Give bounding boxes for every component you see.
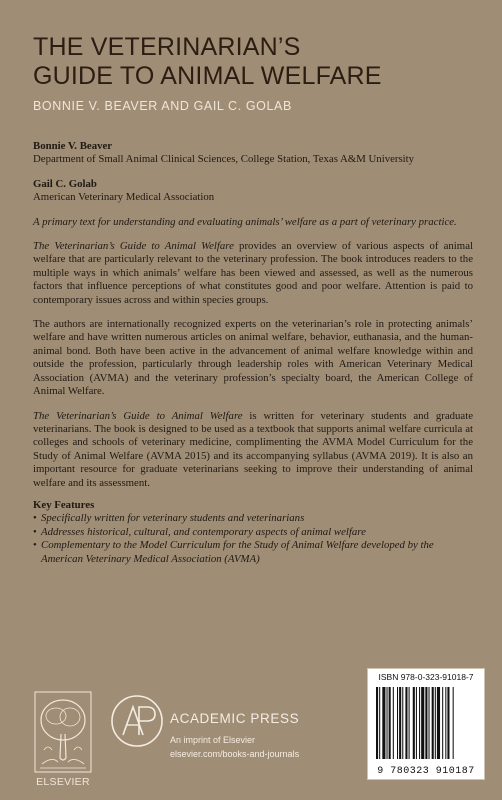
publisher-url: elsevier.com/books-and-journals: [170, 749, 300, 759]
author-affiliation: American Veterinary Medical Association: [33, 191, 215, 204]
author-2: [33, 178, 473, 205]
description-paragraph-2: The authors are internationally recognized experts on the veterinarian’s role in protecting animals’ welfare and have written numerous articles on animal welfare, behavior, euthanasia, and the human-animal bond. Both have been active in the advancement of animal welfare knowledge within and outside the profession, particularly through leadership roles with American Veterinary Medical Association (AVMA) and the veterinary profession’s specialty board, the American College of Animal Welfare.: [33, 318, 473, 398]
bullet-icon: •: [33, 525, 37, 538]
isbn-text: ISBN 978-0-323-91018-7: [378, 672, 474, 682]
elsevier-logo: [34, 690, 92, 786]
title-line-1: THE VETERINARIAN’S: [33, 33, 301, 61]
barcode-bars-icon: [376, 687, 476, 759]
key-feature-item: • Specifically written for veterinary students and veterinarians: [33, 512, 305, 525]
academic-press-logo: [109, 693, 165, 754]
description-paragraph-3: [33, 410, 473, 490]
author-name: Gail C. Golab: [33, 177, 97, 190]
key-features-list: [33, 512, 473, 566]
book-title-inline: The Veterinarian’s Guide to Animal Welfare: [33, 409, 243, 422]
book-title-inline: The Veterinarian’s Guide to Animal Welfare: [33, 240, 234, 253]
publisher-name: ACADEMIC PRESS: [170, 711, 300, 726]
publisher-block: [170, 711, 299, 759]
cover-body-text: [33, 140, 473, 566]
author-affiliation: Department of Small Animal Clinical Sciences, College Station, Texas A&M University: [33, 153, 415, 166]
author-name: Bonnie V. Beaver: [33, 140, 113, 152]
barcode: [367, 668, 485, 780]
paragraph-text: provides an overview of various aspects of animal welfare that are particularly relevant to the veterinary profession. The book introduces readers to the multiple ways in which animals’ welfare has been viewed and assessed, as well as the numerous factors that influence perceptions of what constitutes good and poor welfare. Attention is paid to contemporary issues across and within species groups.: [33, 240, 473, 306]
elsevier-wordmark: ELSEVIER: [36, 776, 90, 788]
key-features-heading: Key Features: [33, 498, 95, 511]
description-paragraph-1: [33, 240, 473, 307]
title-line-2: GUIDE TO ANIMAL WELFARE: [33, 62, 382, 90]
bullet-icon: •: [33, 512, 37, 525]
paragraph-text: is written for veterinary students and graduate veterinarians. The book is designed to be used as a textbook that supports animal welfare curricula at colleges and schools of veterinary medicine, complimenting the AVMA Model Curriculum for the Study of Animal Welfare (AVMA 2015) and its accompanying syllabus (AVMA 2019). It is also an important resource for graduate veterinarians seeking to improve their understanding of animal welfare and its assessment.: [33, 409, 473, 489]
author-1: [33, 140, 473, 167]
authors-line: BONNIE V. BEAVER AND GAIL C. GOLAB: [33, 99, 292, 113]
barcode-digits: 9 780323 910187: [377, 766, 475, 777]
key-feature-item: • Addresses historical, cultural, and contemporary aspects of animal welfare: [33, 525, 366, 538]
elsevier-tree-icon: [34, 690, 92, 774]
ap-monogram-icon: [109, 693, 165, 749]
bullet-icon: •: [33, 539, 37, 552]
key-feature-item: • Complementary to the Model Curriculum for the Study of Animal Welfare developed by the American Veterinary Medical Association (AVMA): [33, 539, 434, 565]
publisher-imprint: An imprint of Elsevier: [170, 735, 256, 745]
lede-statement: A primary text for understanding and evaluating animals’ welfare as a part of veterinary practice.: [33, 215, 457, 228]
book-title: [33, 33, 382, 91]
